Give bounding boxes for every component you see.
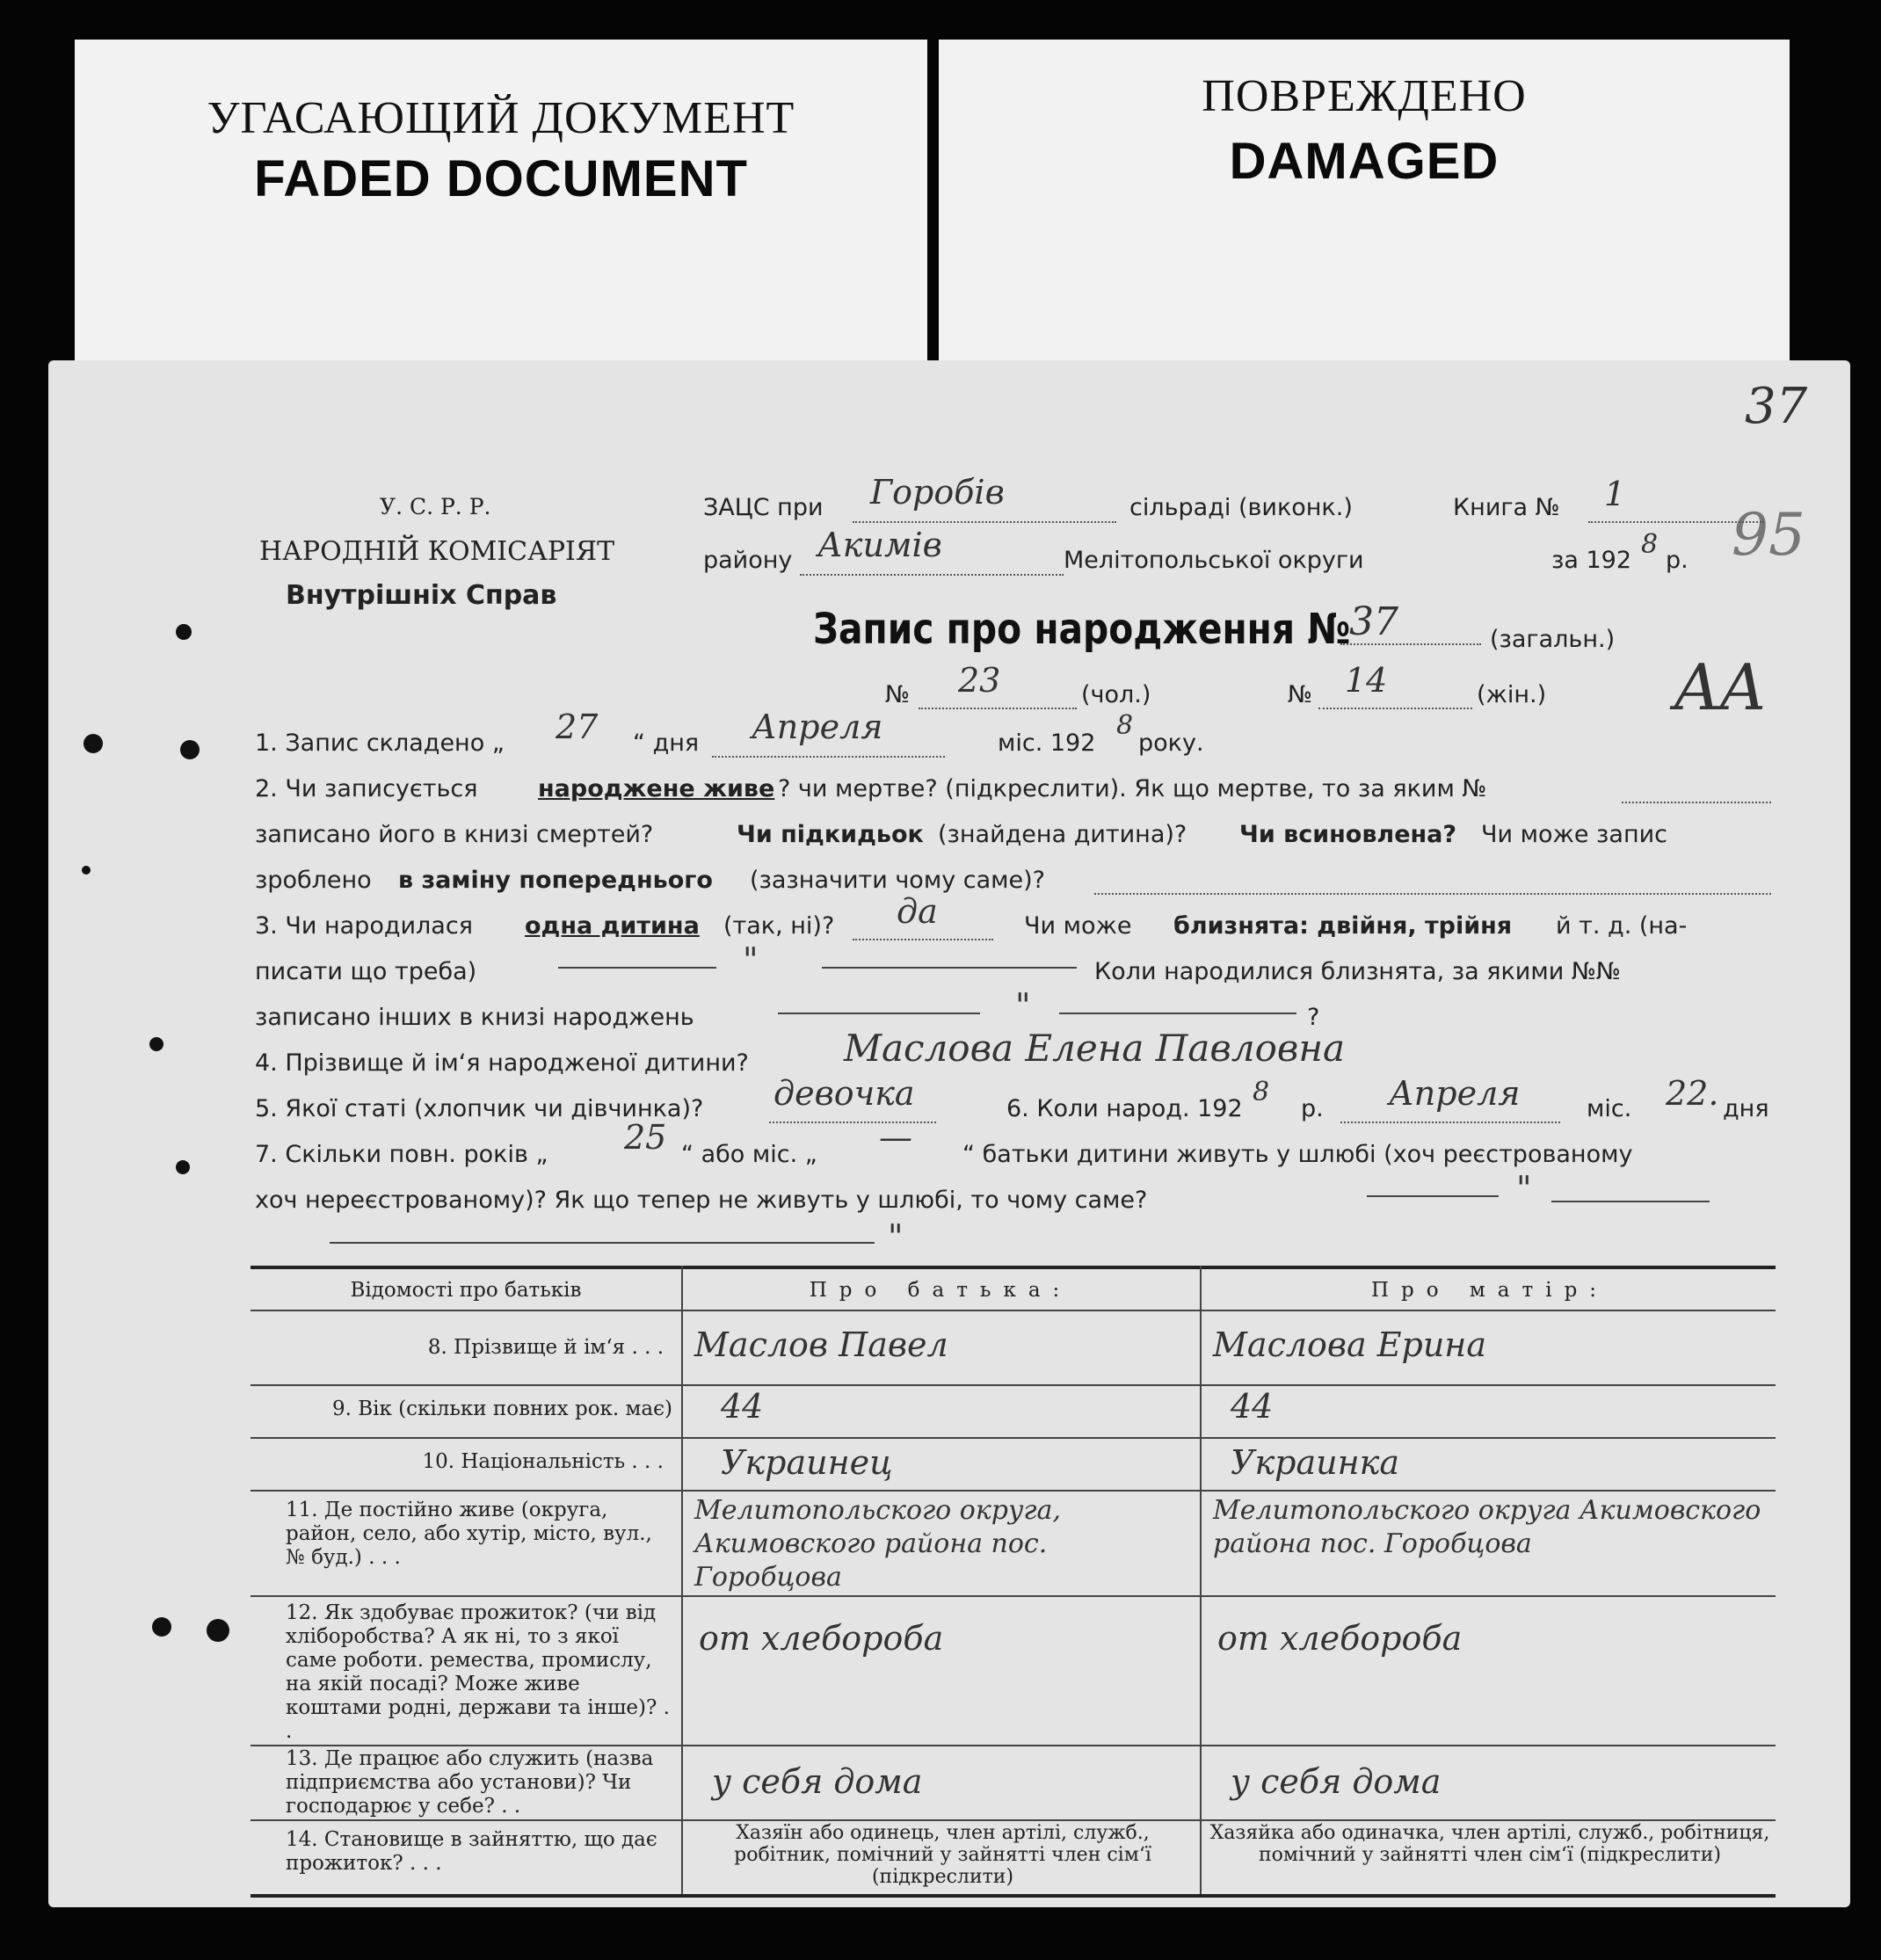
- q2-found-child: (знайдена дитина)?: [938, 821, 1187, 848]
- q3-answer-hw: да: [897, 892, 938, 931]
- district-hw: Акимів: [817, 526, 942, 564]
- female-number-dotted: [1318, 708, 1472, 709]
- punch-hole: [82, 866, 91, 875]
- margin-signature: AA: [1674, 650, 1766, 724]
- q6-day-hw: 22.: [1666, 1074, 1719, 1113]
- district-dotted-line: [800, 574, 1064, 576]
- column-divider: [1200, 1266, 1202, 1894]
- damaged-document-label: [939, 40, 1790, 365]
- q2-adopted: Чи всиновлена?: [1239, 821, 1457, 848]
- year-hw: 8: [1641, 529, 1659, 560]
- okruga-label: Мелітопольської округи: [1064, 547, 1364, 574]
- punch-hole: [152, 1617, 171, 1637]
- book-dotted-line: [1588, 521, 1764, 523]
- ministry-line-2: Внутрішніх Справ: [286, 580, 557, 611]
- column-divider: [681, 1266, 683, 1894]
- row-divider: [251, 1384, 1776, 1386]
- q7-dash-line-2: [1551, 1201, 1710, 1202]
- q2-rest: ? чи мертве? (підкреслити). Як що мертве, то за яким №: [778, 775, 1487, 802]
- row-divider: [251, 1490, 1776, 1492]
- q3-dash-line-3: [778, 1013, 980, 1014]
- q2-alive: народжене живе: [538, 775, 775, 802]
- q4-label: 4. Прізвище й ім‘я народженої дитини?: [255, 1049, 749, 1077]
- row-12-mother-hw: от хлебороба: [1217, 1619, 1463, 1658]
- row-9-father-hw: 44: [721, 1387, 764, 1426]
- punch-hole: [176, 624, 192, 640]
- zags-prefix: ЗАЦС при: [703, 494, 824, 521]
- q1-month-hw: Апреля: [752, 708, 883, 746]
- row-divider: [251, 1437, 1776, 1439]
- row-14-father-options: Хазяїн або одинець, член артілі, служб., робітник, помічний у зайнятті член сім‘ї (підкреслити): [734, 1822, 1151, 1888]
- row-8-label: 8. Прізвище й ім‘я . . .: [427, 1336, 664, 1359]
- margin-page-number: 95: [1732, 501, 1805, 569]
- q6-month-dotted: [1340, 1122, 1560, 1123]
- q1-year-label: міс. 192: [998, 730, 1096, 757]
- punch-hole: [149, 1037, 163, 1051]
- row-13-mother-hw: у себя дома: [1231, 1762, 1442, 1801]
- q1-day-label: “ дня: [633, 730, 700, 757]
- q2-specify: (зазначити чому саме)?: [750, 867, 1045, 894]
- punch-hole: [180, 740, 200, 759]
- q6-year-hw: 8: [1253, 1077, 1270, 1107]
- q1-day-hw: 27: [556, 708, 599, 746]
- row-divider: [251, 1819, 1776, 1821]
- row-divider: [251, 1595, 1776, 1597]
- q6-year-suffix: р.: [1301, 1095, 1324, 1122]
- book-number-hw: 1: [1604, 475, 1626, 513]
- ministry-line-1: НАРОДНІЙ КОМІСАРІЯТ: [259, 536, 615, 567]
- q5-label: 5. Якої статі (хлопчик чи дівчинка)?: [255, 1095, 704, 1122]
- book-label: Книга №: [1453, 494, 1560, 521]
- q3-ditto-hw: ": [743, 940, 759, 979]
- row-9-mother-hw: 44: [1231, 1387, 1274, 1426]
- q3-question-mark: ?: [1307, 1004, 1320, 1031]
- q3-yes-no: (так, ні)?: [723, 912, 835, 940]
- q3-line3: записано інших в книзі народжень: [255, 1004, 694, 1031]
- record-title: Запис про народження №: [813, 605, 1351, 654]
- row-11-father-hw: Мелитопольского округа, Акимовского района пос. Горобцова: [694, 1495, 1061, 1593]
- q2-line3-a: зроблено: [255, 867, 372, 894]
- q3-dash-line-4: [1059, 1013, 1296, 1014]
- record-number-hw: 37: [1349, 599, 1398, 644]
- q3-etc: й т. д. (на-: [1556, 912, 1688, 940]
- punch-hole: [176, 1160, 190, 1174]
- row-divider: [251, 1745, 1776, 1746]
- q2-specify-dotted: [1094, 893, 1771, 895]
- year-suffix: р.: [1666, 547, 1689, 574]
- table-bottom-border: [251, 1894, 1776, 1898]
- margin-sheet-number: 37: [1745, 378, 1808, 435]
- table-header-border: [251, 1310, 1776, 1311]
- q3-twins: близнята: двійня, трійня: [1173, 912, 1513, 940]
- q3-one-child: одна дитина: [525, 912, 700, 940]
- table-head-mother: Про матір:: [1370, 1279, 1609, 1302]
- table-top-border: [251, 1266, 1776, 1269]
- faded-label-ru: УГАСАЮЩИЙ ДОКУМЕНТ: [207, 93, 795, 143]
- punch-hole: [84, 734, 103, 753]
- punch-hole: [207, 1619, 229, 1642]
- row-12-label: 12. Як здобуває прожиток? (чи від хліборобства? А як ні, то з якої саме роботи. ремества, промислу, на якій посаді? Може живе коштами родні, держави та інше)? . .: [286, 1601, 670, 1743]
- general-label: (загальн.): [1490, 626, 1616, 653]
- q5-sex-hw: девочка: [773, 1074, 915, 1113]
- district-label: району: [703, 547, 793, 574]
- row-10-father-hw: Украинец: [721, 1443, 893, 1482]
- q2-line2-a: записано його в книзі смертей?: [255, 821, 654, 848]
- q4-child-name-hw: Маслова Елена Павловна: [844, 1027, 1346, 1070]
- q3-ditto-hw-2: ": [1015, 986, 1031, 1025]
- record-number-dotted: [1340, 643, 1481, 645]
- q7-ditto-hw: ": [1516, 1169, 1532, 1208]
- faded-document-label: [75, 40, 927, 365]
- male-label: (чол.): [1081, 681, 1151, 708]
- q3-answer-dotted: [853, 939, 993, 940]
- q7-dash-line-3: [330, 1242, 875, 1244]
- male-number-hw: 23: [958, 661, 1001, 700]
- q2-replacement: в заміну попереднього: [398, 867, 713, 894]
- zags-village-hw: Горобів: [870, 473, 1005, 512]
- row-11-mother-hw: Мелитопольского округа Акимовского района пос. Горобцова: [1213, 1495, 1761, 1559]
- q7-months-hw: —: [879, 1118, 912, 1157]
- row-14-label: 14. Становище в зайняттю, що дає прожиток? . . .: [286, 1828, 657, 1875]
- q7-ditto-hw-2: ": [888, 1217, 904, 1256]
- q6-month-hw: Апреля: [1389, 1074, 1521, 1113]
- q1-month-dotted: [712, 756, 945, 758]
- male-number-label: №: [885, 681, 911, 708]
- birth-record-page: [48, 360, 1850, 1907]
- q3-line2: писати що треба): [255, 958, 477, 985]
- q7-marriage: “ батьки дитини живуть у шлюбі (хоч реєстрованому: [962, 1141, 1633, 1168]
- row-8-father-hw: Маслов Павел: [694, 1325, 948, 1364]
- damaged-label-en: DAMAGED: [1229, 133, 1500, 190]
- row-13-father-hw: у себя дома: [712, 1762, 923, 1801]
- faded-label-en: FADED DOCUMENT: [254, 150, 748, 207]
- q6-day-label: дня: [1723, 1095, 1769, 1122]
- q2-number-dotted: [1622, 802, 1771, 803]
- q3-dash-line-2: [822, 967, 1077, 969]
- row-9-label: 9. Вік (скільки повних рок. має): [331, 1397, 672, 1420]
- q1-year-hw: 8: [1116, 710, 1134, 741]
- q7-line2: хоч нереєстрованому)? Як що тепер не живуть у шлюбі, то чому саме?: [255, 1187, 1148, 1214]
- zags-dotted-line: [853, 521, 1116, 523]
- q6-label: 6. Коли народ. 192: [1006, 1095, 1243, 1122]
- year-label: за 192: [1551, 547, 1632, 574]
- row-8-mother-hw: Маслова Ерина: [1213, 1325, 1486, 1364]
- q6-month-label: міс.: [1587, 1095, 1632, 1122]
- q1-year-suffix: року.: [1138, 730, 1204, 757]
- ussr-header: У. С. Р. Р.: [380, 494, 491, 519]
- q2-label: 2. Чи записується: [255, 775, 478, 802]
- row-12-father-hw: от хлебороба: [699, 1619, 944, 1658]
- q1-label: 1. Запис складено „: [255, 730, 505, 757]
- q7-label: 7. Скільки повн. років „: [255, 1141, 548, 1168]
- table-head-father: Про батька:: [809, 1279, 1072, 1302]
- row-13-label: 13. Де працює або служить (назва підприємства або установи)? Чи господарює у себе? . .: [286, 1747, 654, 1818]
- q2-foundling: Чи підкидьок: [737, 821, 924, 848]
- q2-may-record: Чи може запис: [1481, 821, 1667, 848]
- female-label: (жін.): [1477, 681, 1547, 708]
- q7-months-label: “ або міс. „: [681, 1141, 817, 1168]
- q3-twins-when: Коли народилися близнята, за якими №№: [1094, 958, 1622, 985]
- q3-dash-line: [558, 967, 716, 969]
- female-number-hw: 14: [1345, 661, 1388, 700]
- q3-maybe: Чи може: [1024, 912, 1132, 940]
- zags-suffix: сільраді (виконк.): [1129, 494, 1353, 521]
- female-number-label: №: [1288, 681, 1313, 708]
- table-head-label: Відомості про батьків: [350, 1279, 582, 1302]
- q7-dash-line: [1367, 1195, 1499, 1197]
- male-number-dotted: [919, 708, 1077, 709]
- q3-label: 3. Чи народилася: [255, 912, 473, 940]
- row-11-label: 11. Де постійно живе (округа, район, село, або хутір, місто, вул., № буд.) . . .: [286, 1499, 652, 1569]
- row-10-mother-hw: Украинка: [1231, 1443, 1399, 1482]
- row-14-mother-options: Хазяйка або одиначка, член артілі, служб., робітниця, помічний у зайнятті член сім‘ї (підкреслити): [1209, 1822, 1770, 1866]
- row-10-label: 10. Національність . . .: [422, 1450, 664, 1473]
- damaged-label-ru: ПОВРЕЖДЕНО: [1202, 71, 1527, 121]
- q7-years-hw: 25: [624, 1118, 667, 1157]
